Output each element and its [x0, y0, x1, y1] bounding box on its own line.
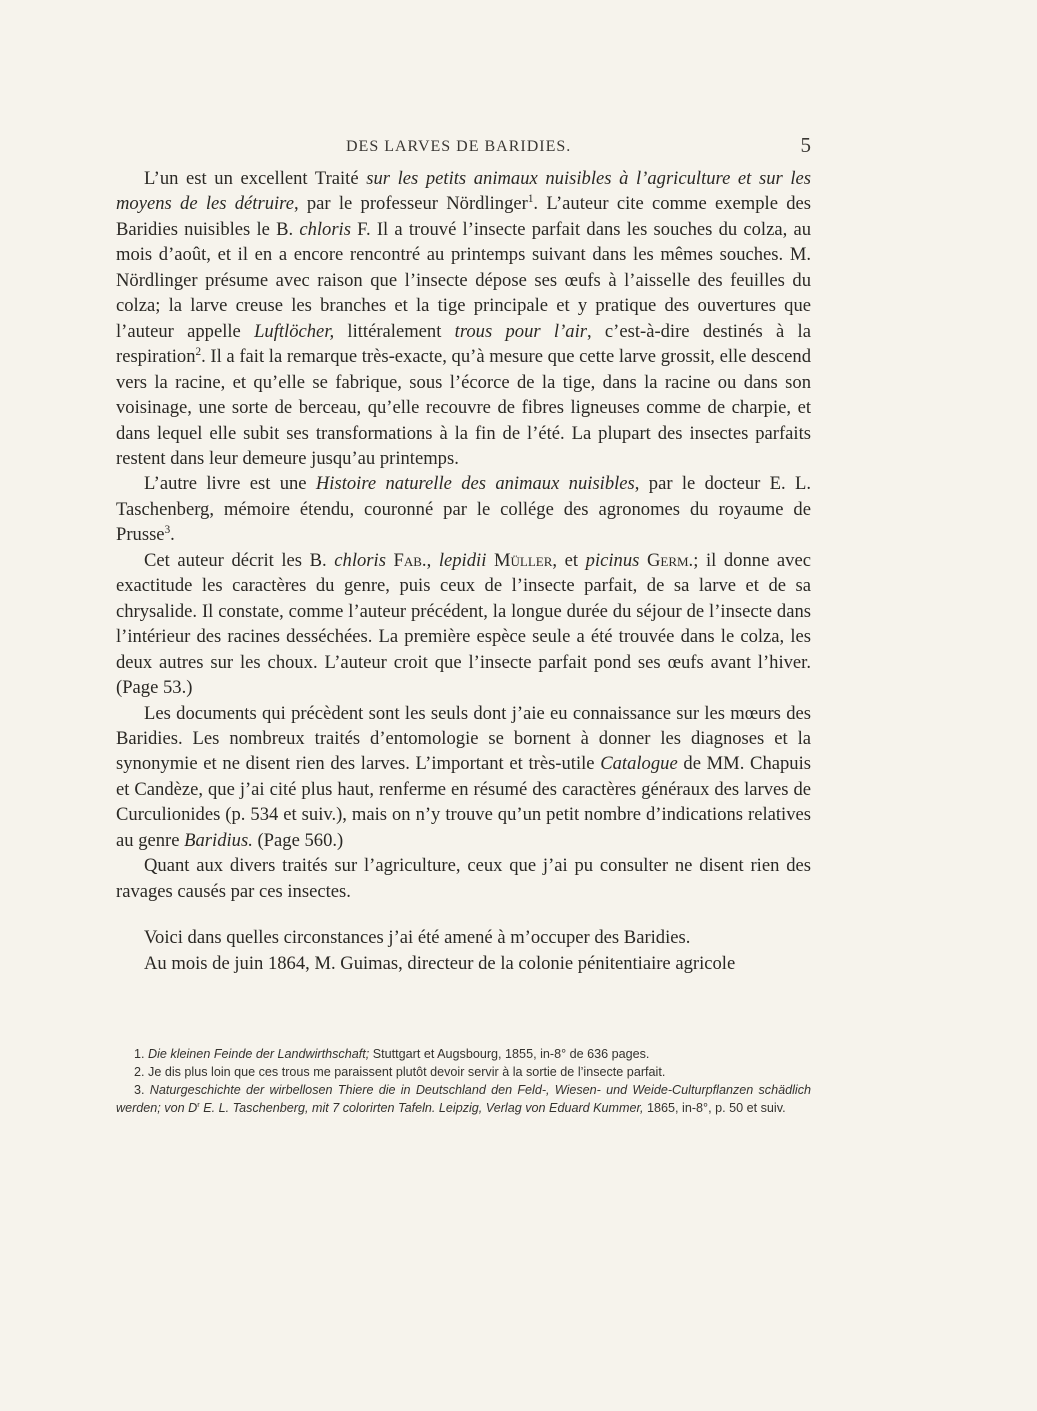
text-run: de MM. Chapuis et Candèze, que j’ai cité plus haut, renferme en résumé des caractères généraux des larves de Curculionides (p. 534 et suiv.), mais on n’y trouve qu’un petit nombre d’indications relatives au genre	[116, 753, 811, 851]
footnote-ref-2: 2	[195, 345, 202, 358]
footnote-2	[116, 1063, 811, 1081]
text-run: L’un est un excellent Traité	[144, 168, 367, 189]
footnotes	[116, 1045, 811, 1117]
book-title-taschenberg: Histoire naturelle des animaux nuisibles	[315, 473, 635, 495]
text-run: , c’est-à-dire destinés à la respiration	[116, 320, 811, 368]
text-run: (Page 560.)	[252, 829, 344, 851]
species-name: chloris	[334, 549, 386, 571]
text-run: F. Il a trouvé l’insecte parfait dans les souches du colza, au mois d’août, et il en a encore rencontré au printemps suivant dans les mêmes souches. M. Nördlinger présume avec raison que l’insecte dépose ses œufs à l’aisselle des feuilles du colza; la larve creuse les branches et la tige principale et y pratique des ouvertures que l’auteur appelle	[116, 218, 811, 342]
author-abbrev: Germ.	[646, 549, 694, 571]
text-run: . L’auteur cite comme exemple des Baridies nuisibles le B.	[116, 193, 811, 240]
author-abbrev: Müller	[493, 549, 553, 571]
text-run: L’autre livre est une	[144, 473, 316, 495]
footnote-title: Naturgeschichte der wirbellosen Thiere die in Deutschland den Feld-, Wiesen- und Weide-Culturpflanzen schädlich werden; von D	[116, 1083, 812, 1115]
text-run: , et	[552, 549, 586, 571]
text-run: 1865, in-8°, p. 50 et suiv.	[643, 1101, 786, 1115]
text-run: Les documents qui précèdent sont les seuls dont j’aie eu connaissance sur les mœurs des Baridies. Les nombreux traités d’entomologie se bornent à donner les diagnoses et la synonymie et ne disent rien des larves. L’important et très-utile	[116, 702, 811, 775]
text-run: littéralement	[334, 320, 455, 342]
footnote-number: 2.	[134, 1065, 145, 1079]
footnote-ref-3: 3	[164, 524, 171, 537]
footnote-ref-1: 1	[527, 193, 534, 206]
footnote-1	[116, 1045, 811, 1063]
paragraph-2	[116, 471, 811, 547]
paragraph-3	[116, 548, 811, 701]
footnote-3	[116, 1081, 811, 1117]
main-text	[116, 166, 811, 976]
paragraph-7: Au mois de juin 1864, M. Guimas, directeur de la colonie pénitentiaire agricole	[144, 952, 736, 974]
species-name: lepidii	[438, 549, 487, 571]
catalogue-title: Catalogue	[600, 753, 678, 775]
text-run: Cet auteur décrit les B.	[144, 549, 335, 571]
species-name: picinus	[585, 549, 640, 571]
paragraph-6: Voici dans quelles circonstances j’ai été amené à m’occuper des Baridies.	[144, 927, 691, 949]
footnote-title: Die kleinen Feinde der Landwirthschaft;	[148, 1047, 370, 1061]
text-run: ; il donne avec exactitude les caractères du genre, puis ceux de l’insecte parfait, de sa larve et de sa chrysalide. Il constate, comme l’auteur précédent, la longue durée du séjour de l’insecte dans l’intérieur des racines desséchées. La première espèce seule a été trouvée dans le colza, les deux autres sur les choux. L’auteur croit que l’insecte parfait pond ses œufs avant l’hiver. (Page 53.)	[116, 549, 811, 699]
text-run: ,	[426, 549, 439, 571]
text-run: , par le professeur Nördlinger	[293, 193, 528, 215]
text-run: .	[170, 524, 175, 546]
footnote-number: 3.	[134, 1083, 145, 1097]
footnote-title: E. L. Taschenberg, mit 7 colorirten Tafeln. Leipzig, Verlag von Eduard Kummer,	[199, 1101, 644, 1115]
running-head: DES LARVES DE BARIDIES.	[346, 138, 572, 155]
text-run: , par le docteur E. L. Taschenberg, mémoire étendu, couronné par le collége des agronomes du royaume de Prusse	[116, 473, 811, 546]
book-title-nordlinger: sur les petits animaux nuisibles à l’agriculture et sur les moyens de les détruire	[116, 168, 811, 215]
paragraph-4	[116, 701, 811, 854]
page-header	[116, 134, 811, 160]
text-run: . Il a fait la remarque très-exacte, qu’à mesure que cette larve grossit, elle descend vers la racine, et qu’elle se fabrique, sous l’écorce de la tige, dans la racine ou dans son voisinage, une sorte de berceau, qu’elle recouvre de fibres ligneuses comme de charpie, et dans lequel elle subit ses transformations à la fin de l’été. La plupart des insectes parfaits restent dans leur demeure jusqu’au printemps.	[116, 346, 811, 469]
page-number: 5	[800, 133, 811, 157]
paragraph-1	[116, 166, 811, 471]
superscript: r	[197, 1099, 200, 1109]
translated-term: trous pour l’air	[454, 320, 587, 342]
genus-name: Baridius.	[184, 829, 253, 851]
text-run: Je dis plus loin que ces trous me paraissent plutôt devoir servir à la sortie de l’insecte parfait.	[148, 1065, 666, 1079]
german-term: Luftlöcher,	[254, 320, 335, 342]
paragraph-5: Quant aux divers traités sur l’agriculture, ceux que j’ai pu consulter ne disent rien des ravages causés par ces insectes.	[116, 855, 811, 902]
footnote-number: 1.	[134, 1047, 145, 1061]
text-run: Stuttgart et Augsbourg, 1855, in-8° de 636 pages.	[369, 1047, 650, 1061]
author-abbrev: Fab.	[393, 549, 427, 571]
species-name: chloris	[299, 218, 351, 240]
